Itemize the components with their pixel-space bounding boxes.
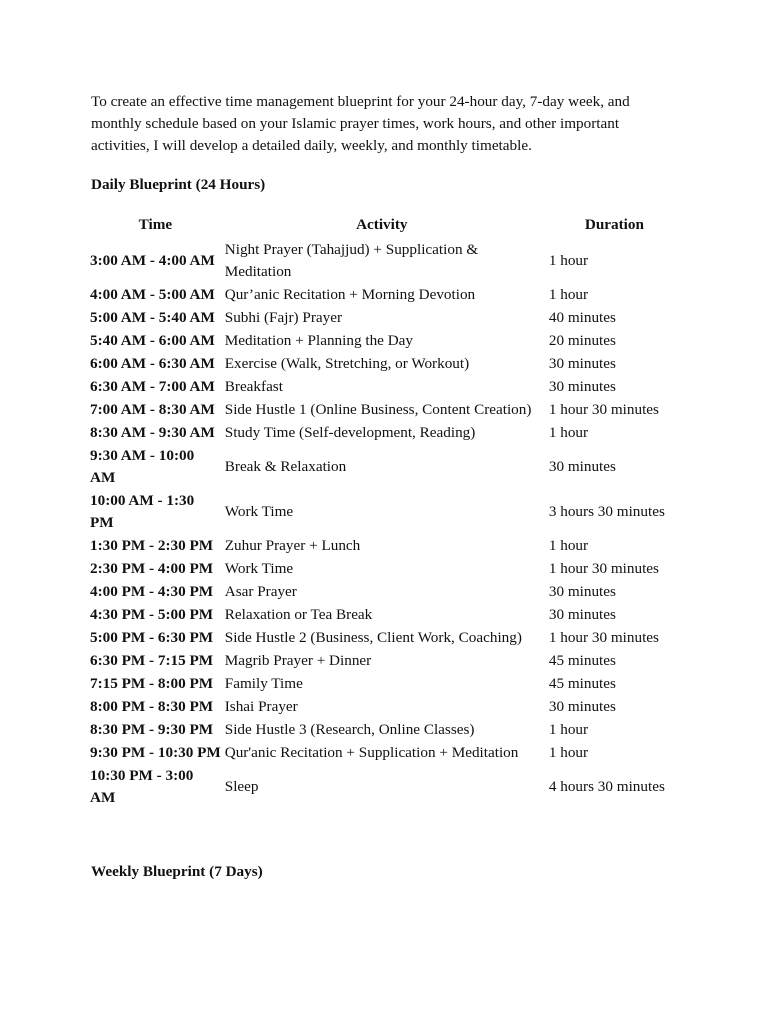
time-cell: 5:00 PM - 6:30 PM [90,628,214,646]
table-row [88,306,688,329]
table-row [88,695,688,718]
table-row [88,534,688,557]
table-row [88,718,688,741]
activity-cell: Relaxation or Tea Break [224,605,373,623]
time-cell: 10:00 AM - 1:30 PM [90,491,195,531]
time-cell: 8:30 AM - 9:30 AM [90,423,215,441]
activity-cell: Exercise (Walk, Stretching, or Workout) [224,354,470,372]
activity-cell: Ishai Prayer [224,697,298,715]
activity-cell: Magrib Prayer + Dinner [224,651,372,669]
activity-cell: Work Time [224,502,294,520]
duration-cell: 1 hour [548,251,589,269]
activity-cell: Study Time (Self-development, Reading) [224,423,476,441]
activity-cell: Qur'anic Recitation + Supplication + Meditation [224,743,519,761]
time-cell: 5:00 AM - 5:40 AM [90,308,215,326]
duration-cell: 20 minutes [548,331,616,349]
activity-cell: Night Prayer (Tahajjud) + Supplication & Meditation [224,240,479,280]
duration-cell: 1 hour [548,743,589,761]
table-row [88,238,688,283]
time-cell: 7:15 PM - 8:00 PM [90,674,214,692]
duration-cell: 1 hour 30 minutes [548,400,659,418]
activity-cell: Break & Relaxation [224,457,347,475]
activity-cell: Asar Prayer [224,582,297,600]
activity-column-header: Activity [356,216,408,233]
activity-cell: Side Hustle 1 (Online Business, Content Creation) [224,400,532,418]
time-cell: 10:30 PM - 3:00 AM [90,766,194,806]
time-cell: 2:30 PM - 4:00 PM [90,559,214,577]
table-row [88,741,688,764]
intro-paragraph: To create an effective time management blueprint for your 24-hour day, 7-day week, and monthly schedule based on your Islamic prayer times, work hours, and other important activities, I will develop a detailed daily, weekly, and monthly timetable. [91,93,630,154]
activity-cell: Qur’anic Recitation + Morning Devotion [224,285,476,303]
time-cell: 4:00 PM - 4:30 PM [90,582,214,600]
duration-cell: 1 hour [548,423,589,441]
activity-cell: Family Time [224,674,303,692]
schedule-table-body [88,238,688,809]
time-cell: 7:00 AM - 8:30 AM [90,400,215,418]
table-header-row [88,213,688,238]
activity-cell: Meditation + Planning the Day [224,331,414,349]
table-row [88,398,688,421]
table-row [88,421,688,444]
duration-cell: 30 minutes [548,582,616,600]
duration-cell: 30 minutes [548,377,616,395]
duration-cell: 1 hour [548,720,589,738]
activity-cell: Subhi (Fajr) Prayer [224,308,343,326]
time-cell: 9:30 PM - 10:30 PM [90,743,221,761]
activity-cell: Work Time [224,559,294,577]
daily-schedule-table [88,213,688,809]
duration-cell: 1 hour [548,285,589,303]
duration-cell: 40 minutes [548,308,616,326]
duration-cell: 30 minutes [548,457,616,475]
duration-cell: 4 hours 30 minutes [548,777,665,795]
activity-cell: Zuhur Prayer + Lunch [224,536,361,554]
duration-cell: 45 minutes [548,674,616,692]
duration-column-header: Duration [584,216,644,233]
time-cell: 4:30 PM - 5:00 PM [90,605,214,623]
time-cell: 8:30 PM - 9:30 PM [90,720,214,738]
duration-cell: 30 minutes [548,697,616,715]
table-row [88,444,688,489]
table-row [88,329,688,352]
table-row [88,626,688,649]
time-cell: 6:00 AM - 6:30 AM [90,354,215,372]
table-row [88,764,688,809]
time-cell: 5:40 AM - 6:00 AM [90,331,215,349]
daily-blueprint-heading: Daily Blueprint (24 Hours) [91,176,266,193]
duration-cell: 30 minutes [548,605,616,623]
time-cell: 4:00 AM - 5:00 AM [90,285,215,303]
duration-cell: 45 minutes [548,651,616,669]
time-cell: 9:30 AM - 10:00 AM [90,446,195,486]
duration-cell: 1 hour 30 minutes [548,628,659,646]
activity-cell: Breakfast [224,377,283,395]
table-row [88,649,688,672]
table-row [88,489,688,534]
time-cell: 8:00 PM - 8:30 PM [90,697,214,715]
activity-cell: Side Hustle 2 (Business, Client Work, Coaching) [224,628,522,646]
table-row [88,375,688,398]
time-cell: 6:30 AM - 7:00 AM [90,377,215,395]
weekly-blueprint-heading: Weekly Blueprint (7 Days) [91,863,263,880]
time-cell: 1:30 PM - 2:30 PM [90,536,214,554]
time-column-header: Time [138,216,173,233]
duration-cell: 1 hour 30 minutes [548,559,659,577]
activity-cell: Side Hustle 3 (Research, Online Classes) [224,720,475,738]
table-row [88,580,688,603]
time-cell: 3:00 AM - 4:00 AM [90,251,215,269]
time-cell: 6:30 PM - 7:15 PM [90,651,214,669]
table-row [88,283,688,306]
table-row [88,557,688,580]
table-row [88,672,688,695]
activity-cell: Sleep [224,777,259,795]
duration-cell: 3 hours 30 minutes [548,502,665,520]
table-row [88,603,688,626]
table-row [88,352,688,375]
duration-cell: 1 hour [548,536,589,554]
duration-cell: 30 minutes [548,354,616,372]
